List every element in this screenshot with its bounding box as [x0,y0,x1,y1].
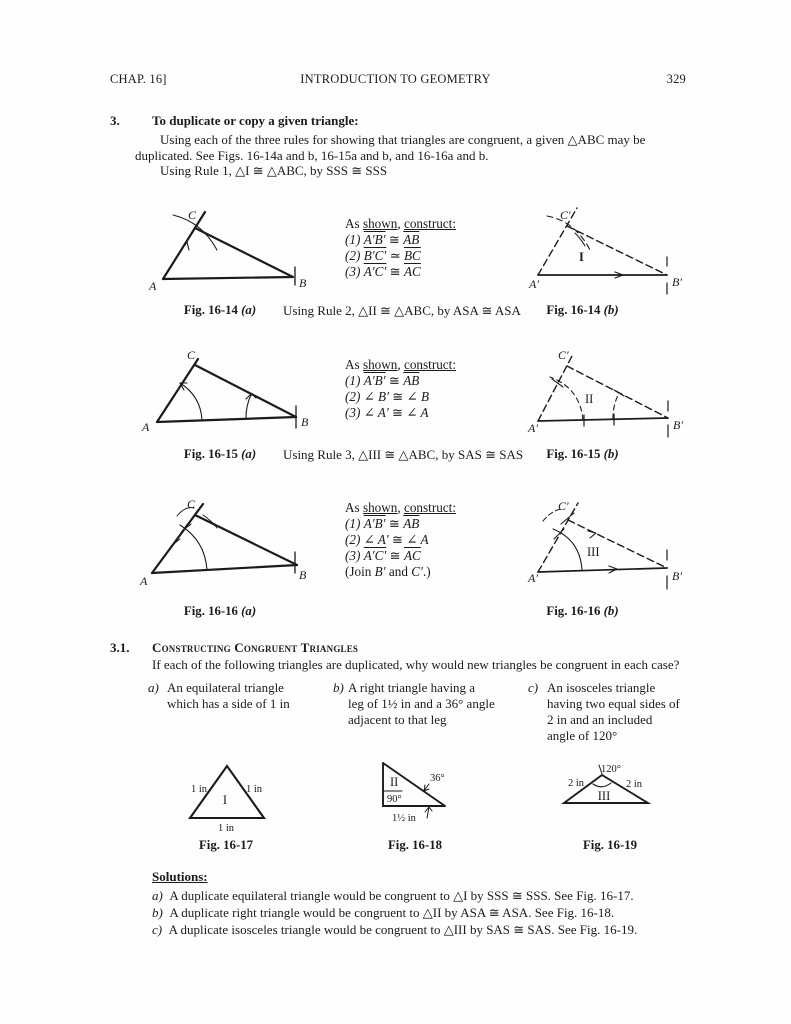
rule2-line: Using Rule 2, △II ≅ △ABC, by ASA ≅ ASA [283,303,521,318]
intro-word-construct: construct: [403,357,456,372]
segment-term: $\overline{AC}$ [403,264,421,279]
rule1-line: Using Rule 1, △I ≅ △ABC, by SSS ≅ SSS [160,163,388,178]
step-number: (2) [345,389,361,404]
construct-step [345,548,456,564]
construct-step [345,516,456,532]
segment-term: $\overline{AB}$ [403,232,420,247]
figure-16-15b [495,345,720,445]
segment-term: $\overline{AB}$ [403,373,420,388]
intro-word-shown: shown [362,500,398,515]
item-line: leg of 1½ in and a 36° angle [348,696,495,711]
caption-paren: (a) [241,604,257,618]
solutions-heading: Solutions: [152,869,208,884]
step-number: (1) [345,516,361,531]
angle-arc-at-ap [550,377,583,420]
relation-symbol: ≅ [392,405,404,420]
base-apbp [538,418,668,421]
figure-16-15a [130,345,340,440]
angle-label: 36° [430,773,445,784]
construct-step [345,373,456,389]
side-ab [157,417,296,422]
caption-paren: (a) [241,447,257,461]
vertex-label-bp: B′ [672,275,682,289]
apex-angle-arc [593,783,611,787]
caption-fig-16-14a [158,303,282,318]
side-label-right: 1 in [246,784,263,795]
relation-symbol: ≅ [388,373,400,388]
segment-term: A′B′ [363,232,386,247]
triangle-apbpcp-lines [538,208,667,294]
leg-label: 1½ in [392,813,416,824]
segment-term: A′C′ [363,548,387,563]
solution-text: A duplicate isosceles triangle would be congruent to △III by SAS ≅ SAS. See Fig. 16-19. [168,922,638,937]
construct-list-3 [345,500,456,580]
intro-comma: , [397,357,401,372]
item-line: angle of 120° [547,728,618,743]
solution-text: A duplicate equilateral triangle would be congruent to △I by SSS ≅ SSS. See Fig. 16-17. [169,888,634,903]
angle-term: ∠ A [406,405,429,420]
solution-item-a [152,887,634,904]
caption-text: Fig. 16-15 [183,447,238,461]
cross-mark [614,390,624,396]
caption-text: Fig. 16-15 [546,447,601,461]
section-number: 3. [110,113,120,128]
caption-fig-16-14b [520,303,645,318]
solution-item-c [152,921,637,938]
construct-step [345,248,456,264]
triangle-apbpcp-lines [538,356,668,437]
step-number: (2) [345,248,361,263]
dashed-side-apcp [538,208,577,275]
step-number: (3) [345,548,361,563]
construct-step [345,532,456,548]
solution-letter: b) [152,905,163,920]
intro-word-shown: shown [362,216,398,231]
page-number: 329 [666,72,686,86]
vertex-label-c: C [188,208,197,222]
construct-step [345,232,456,248]
point-bp: B′ [374,564,386,579]
vertex-label-a: A [149,279,157,293]
relation-symbol: ≅ [389,548,401,563]
leg-arrow [425,807,432,818]
figure-16-14a [130,200,340,300]
join-text: (Join [345,564,375,579]
triangle-roman-numeral: III [597,789,611,803]
figure-16-19 [550,757,670,812]
side-cb [195,365,296,417]
vertex-label-c: C [187,497,196,511]
angle-term: ∠ A′ [363,532,389,547]
dashed-side-apcp [538,503,578,572]
segment-term: B′C′ [363,248,387,263]
item-letter: a) [148,680,159,695]
section-heading: To duplicate or copy a given triangle: [152,113,359,128]
intro-comma: , [397,500,401,515]
angle-arc-at-b [246,394,252,420]
segment-term: A′B′ [363,373,386,388]
vertex-label-ap: A′ [529,277,539,291]
construct-list-1 [345,216,456,280]
triangle-abc-lines [163,212,295,285]
vertex-label-ap: A′ [528,571,538,585]
item-line: A right triangle having a [348,680,476,695]
caption-fig-16-18: Fig. 16-18 [387,838,443,852]
right-angle-label: 90° [387,794,402,805]
vertex-label-bp: B′ [673,418,683,432]
angle-arc-at-a [180,525,207,570]
construct-intro [345,216,456,232]
step-number: (1) [345,232,361,247]
triangle-roman-numeral: III [587,545,600,559]
angle-term: ∠ B [406,389,430,404]
relation-symbol: ≅ [389,264,401,279]
vertex-label-c: C [187,348,196,362]
problem-number: 3.1. [110,640,130,655]
construct-intro [345,500,456,516]
caption-text: Fig. 16-16 [183,604,238,618]
segment-term: $\overline{BC}$ [403,248,421,263]
item-line: adjacent to that leg [348,712,447,727]
side-label-bottom: 1 in [217,823,235,834]
caption-fig-16-16b [520,604,645,619]
construct-step [345,389,456,405]
triangle-roman-numeral: I [579,250,584,264]
side-label-left: 2 in [567,778,585,789]
vertex-label-a: A [140,574,148,588]
segment-term: $\overline{AC}$ [403,548,421,563]
side-ab [163,277,293,279]
side-cb [195,515,297,565]
intro-word: As [345,500,360,515]
problem-question: If each of the following triangles are duplicated, why would new triangles be congruent in each case? [152,657,680,672]
relation-symbol: ≅ [388,232,400,247]
triangle-roman-numeral: I [222,793,228,807]
segment-term: $\overline{AB}$ [403,516,420,531]
intro-word-construct: construct: [403,500,456,515]
side-label-right: 2 in [625,779,643,790]
item-line: having two equal sides of [547,696,680,711]
solution-letter: c) [152,922,163,937]
triangle-apbpcp-lines [538,503,667,589]
figure-16-14b [495,195,720,305]
apex-angle-label: 120° [601,764,621,775]
construct-list-2 [345,357,456,421]
item-text [547,680,680,744]
side-cb [195,228,293,277]
vertex-label-cp: C′ [560,208,571,222]
vertex-label-b: B [301,415,309,429]
caption-fig-16-15b [520,447,645,462]
caption-text: Fig. 16-16 [546,604,601,618]
solution-item-b [152,904,614,921]
item-line: 2 in and an included [547,712,653,727]
item-text [348,680,495,728]
point-cp: C′ [411,564,423,579]
section-paragraph-line1: Using each of the three rules for showing that triangles are congruent, a given △ABC may be [160,132,646,147]
triangle-roman-numeral: II [585,392,594,406]
section-paragraph-line2: duplicated. See Figs. 16-14a and b, 16-15a and b, and 16-16a and b. [135,148,489,163]
arrowhead [246,394,256,400]
item-line: which has a side of 1 in [167,696,290,711]
figure-16-17 [165,755,285,835]
item-letter: c) [528,680,539,695]
step-number: (3) [345,264,361,279]
figure-16-18 [370,755,480,830]
problem-title: Constructing Congruent Triangles [152,640,359,655]
triangle-roman-numeral: II [390,775,399,789]
relation-symbol: ≃ [389,248,401,263]
vertex-label-ap: A′ [528,421,538,435]
segment-term: A′C′ [363,264,387,279]
caption-paren: (b) [603,447,619,461]
caption-text: Fig. 16-14 [546,303,601,317]
caption-paren: (b) [603,303,619,317]
caption-text: Fig. 16-14 [183,303,238,317]
solution-letter: a) [152,888,163,903]
side-ab [152,565,297,573]
solution-text: A duplicate right triangle would be congruent to △II by ASA ≅ ASA. See Fig. 16-18. [169,905,615,920]
join-text: .) [422,564,431,579]
relation-symbol: ≅ [392,532,404,547]
rule3-line: Using Rule 3, △III ≅ △ABC, by SAS ≅ SAS [283,447,524,462]
figure-16-16b [495,495,720,605]
dashed-side-cpbp [568,520,667,568]
vertex-label-bp: B′ [672,569,682,583]
intro-word-shown: shown [362,357,398,372]
vertex-label-a: A [142,420,150,434]
intro-word-construct: construct: [403,216,456,231]
caption-paren: (a) [241,303,257,317]
item-line: An isosceles triangle [547,680,656,695]
intro-word: As [345,357,360,372]
base-apbp [538,568,667,572]
caption-paren: (b) [603,604,619,618]
construct-step [345,264,456,280]
caption-fig-16-17: Fig. 16-17 [198,838,254,852]
chapter-label: CHAP. 16] [110,72,167,86]
angle-term: ∠ B′ [363,389,389,404]
step-number: (3) [345,405,361,420]
vertex-label-b: B [299,276,307,290]
arrowhead [588,531,596,538]
vertex-label-cp: C′ [558,348,569,362]
construct-intro [345,357,456,373]
caption-fig-16-15a [158,447,282,462]
caption-fig-16-19: Fig. 16-19 [582,838,638,852]
page-title: INTRODUCTION TO GEOMETRY [300,72,491,86]
caption-fig-16-16a [158,604,282,619]
side-label-left: 1 in [190,784,207,795]
item-line: An equilateral triangle [167,680,284,695]
intro-comma: , [397,216,401,231]
relation-symbol: ≅ [388,516,400,531]
vertex-label-b: B [299,568,307,582]
angle-arrow [424,784,429,791]
figure-16-16a [120,495,340,600]
segment-term: A′B′ [363,516,386,531]
step-number: (1) [345,373,361,388]
relation-symbol: ≅ [392,389,404,404]
join-text: and [385,564,412,579]
item-text [167,680,290,712]
angle-term: ∠ A [406,532,429,547]
step-number: (2) [345,532,361,547]
intro-word: As [345,216,360,231]
construct-join-line [345,564,456,580]
construct-step [345,405,456,421]
vertex-label-cp: C′ [558,499,569,513]
angle-term: ∠ A′ [363,405,389,420]
triangle-abc-lines [152,504,297,573]
side-ac [157,359,198,422]
triangle-abc-lines [157,359,296,428]
item-letter: b) [333,680,344,695]
